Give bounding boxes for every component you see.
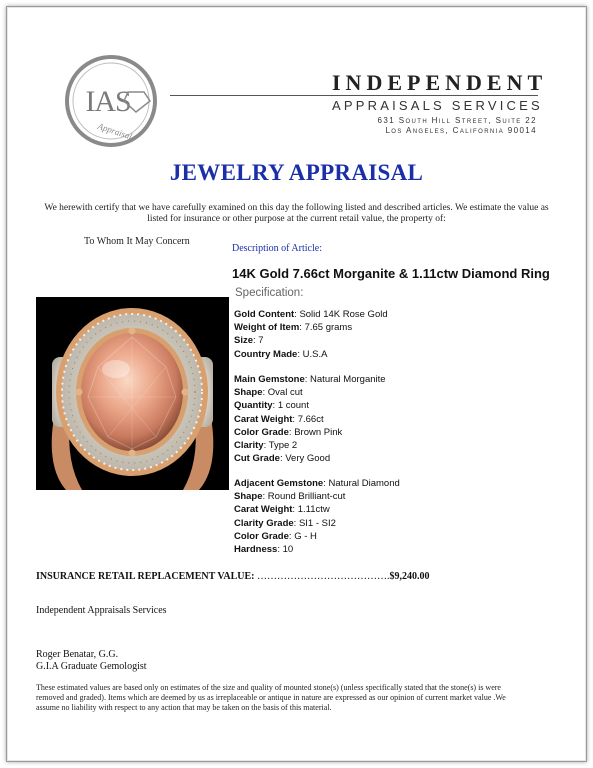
spec-row-carat-weight: Carat Weight: 1.11ctw: [234, 504, 330, 516]
item-title: 14K Gold 7.66ct Morganite & 1.11ctw Diamond Ring: [232, 266, 550, 281]
spec-row-clarity: Clarity: Type 2: [234, 440, 298, 452]
specification-label: Specification:: [235, 287, 304, 299]
company-name: INDEPENDENT: [332, 70, 548, 95]
document-title: JEWELRY APPRAISAL: [169, 160, 424, 185]
insurance-label: INSURANCE RETAIL REPLACEMENT VALUE:: [36, 571, 255, 582]
spec-group-adjacent-gemstone: [234, 477, 400, 556]
insurance-value: $9,240.00: [389, 571, 430, 582]
logo-text: IAS: [85, 85, 131, 118]
spec-row-shape: Shape: Oval cut: [234, 387, 303, 399]
spec-row-color-grade: Color Grade: Brown Pink: [234, 426, 343, 438]
certification-text: We herewith certify that we have carefully examined on this day the following listed and described articles. We estimate the value as listed for insurance or other purpose at the current retail value, the property of:: [44, 203, 549, 224]
signatory-title: G.I.A Graduate Gemologist: [36, 661, 147, 672]
disclaimer: These estimated values are based only on estimates of the size and quality of mounted stone(s) (unless specifically stated that the stone(s) is were removed and graded). Items which are deemed by us as irreplaceable or antique in nature are expressed as our opinion of current market value .We assume no liability with respect to any action that may be taken on the basis of this material.: [36, 683, 506, 712]
spec-row-hardness: Hardness: 10: [234, 544, 294, 556]
description-label: Description of Article:: [232, 243, 322, 254]
spec-row-color-grade: Color Grade: G - H: [234, 530, 317, 542]
spec-row-clarity-grade: Clarity Grade: SI1 - SI2: [234, 517, 336, 529]
spec-row-size: Size: 7: [234, 335, 264, 347]
spec-row-gold-content: Gold Content: Solid 14K Rose Gold: [234, 309, 388, 320]
spec-row-main-gemstone: Main Gemstone: Natural Morganite: [234, 374, 386, 385]
spec-row-quantity: Quantity: 1 count: [234, 400, 309, 412]
spec-row-carat-weight: Carat Weight: 7.66ct: [234, 413, 324, 425]
logo-subtext: Appraisal: [96, 120, 134, 142]
spec-row-cut-grade: Cut Grade: Very Good: [234, 453, 331, 465]
signatory-name: Roger Benatar, G.G.: [36, 649, 119, 660]
ring-photo: [36, 297, 229, 490]
spec-row-country: Country Made: U.S.A: [234, 348, 328, 360]
address-line-1: 631 South Hill Street, Suite 22: [377, 116, 537, 125]
header-divider: [170, 95, 538, 96]
company-footer: Independent Appraisals Services: [36, 605, 167, 616]
insurance-dots: ………………………………….: [256, 571, 390, 582]
ias-logo: [64, 54, 158, 148]
spec-row-shape: Shape: Round Brilliant-cut: [234, 491, 346, 503]
address-line-2: Los Angeles, California 90014: [385, 126, 537, 135]
spec-row-weight: Weight of Item: 7.65 grams: [234, 322, 353, 334]
recipient: To Whom It May Concern: [84, 236, 190, 247]
insurance-value-line: [36, 571, 429, 582]
spec-row-adjacent-gemstone: Adjacent Gemstone: Natural Diamond: [234, 478, 400, 489]
spec-group-metal: [234, 308, 388, 361]
company-subtitle: APPRAISALS SERVICES: [332, 98, 543, 113]
spec-group-main-gemstone: [234, 373, 386, 465]
